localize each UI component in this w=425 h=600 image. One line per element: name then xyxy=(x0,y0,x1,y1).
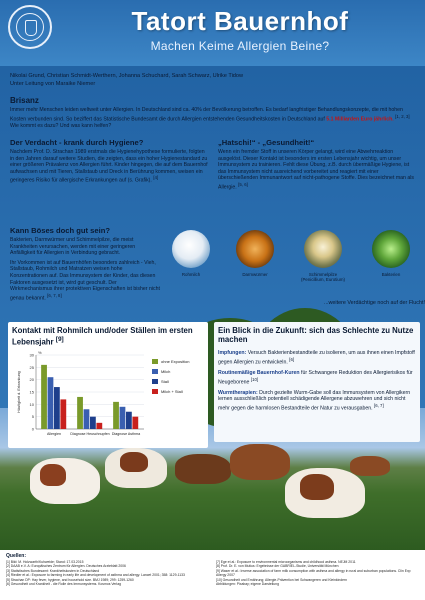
y-tick-label: 5 xyxy=(31,414,34,420)
bar xyxy=(126,412,132,429)
bar xyxy=(84,409,90,429)
bar xyxy=(120,407,126,429)
reference-mark: [10] xyxy=(250,376,259,382)
bar xyxy=(90,417,96,429)
source-entry: [8] Prof. Dr. E. von Mutius: Ergebnisse der GABRIEL-Studie, Universität München xyxy=(216,564,339,569)
section-text xyxy=(10,237,160,302)
bar xyxy=(48,377,54,429)
poster-title: Tatort Bauernhof xyxy=(131,6,349,36)
author-names: Nikolai Grund, Christian Schmidt-Werthern, Johanna Schuchard, Sarah Schwarz, Ulrike Tidow xyxy=(10,73,244,79)
reference-mark: [6] xyxy=(289,356,295,362)
section-title: Brisanz xyxy=(10,96,39,105)
kann-text-b: Ihr Vorkommen ist auf Bauernhöfen besonders zahlreich - Vieh, Stallstaub, Rohmilch und Matratzen weisen hohe Konzentrationen auf. Das Immunsystem der Kinder, das diesen Faktoren ausgesetzt ist, wird gut geschult. Der Wirkmechanismus ihrer protektiven Eigenschaften ist bisher nicht genau bekannt. xyxy=(10,259,160,302)
source-entry: [5] Strachan DP: Hay fever, hygiene, and household size. BMJ 1989; 299: 1259-1260 xyxy=(6,577,134,582)
y-tick-label: 15 xyxy=(29,389,34,395)
chart-panel xyxy=(8,322,208,448)
bar xyxy=(41,365,47,429)
future-title: Ein Blick in die Zukunft: sich das Schlechte zu Nutze machen xyxy=(218,326,414,344)
section-hatschi xyxy=(218,138,416,191)
bar xyxy=(113,402,119,429)
future-item-label: Routinemäßige Bauernhof-Kuren xyxy=(218,369,300,376)
suspect-label: Schimmelpilze (Penicillium, Eurotium) xyxy=(301,272,345,283)
future-item-text: für Schwangere Reduktion des Allergierisikos für Neugeborene xyxy=(218,369,413,386)
bar xyxy=(96,423,102,429)
suspect-label: Rohmilch xyxy=(181,272,201,277)
future-item-text: Versuch Bakterienbestandteile zu isolieren, um aus ihnen einen Impfstoff gegen Allergien zu entwickeln. xyxy=(218,350,415,366)
suspect-item xyxy=(297,228,349,283)
chart-title: Kontakt mit Rohmilch und/oder Ställen im ersten Lebensjahr xyxy=(12,326,193,347)
legend-label: Stall xyxy=(161,379,169,385)
university-seal-icon xyxy=(8,5,52,49)
source-entry: [9] Waser et al.: Inverse association of farm milk consumption with asthma and allergy in rural and suburban populations. Clin Exp Allergy 2007 xyxy=(216,568,411,578)
legend-swatch xyxy=(152,359,158,364)
future-item xyxy=(218,350,416,366)
reference-mark: [6, 7, 8] xyxy=(47,292,62,298)
mold-icon xyxy=(304,230,342,268)
supervision-line: Unter Leitung von Maraike Niemer xyxy=(10,81,96,87)
section-kann xyxy=(10,226,160,302)
sources-footer xyxy=(0,550,425,600)
section-title: Der Verdacht - krank durch Hygiene? xyxy=(10,138,144,147)
hatschi-text: Wenn ein fremder Stoff in unseren Körper gelangt, wird eine Abwehrreaktion ausgelöst. Dieser Kontakt ist besonders im ersten Lebensjahr wichtig, um unser Immunsystem zu trainieren. Fehlt diese Übung, z.B. durch übermäßige Hygiene, ist das Immunsystem nicht ausreichend vorbereitet und reagiert mit einer überschießenden Immunantwort auf nicht-pathogene Stoffe. Dies bezeichnet man als Allergie. xyxy=(218,149,414,191)
legend-label: ohne Exposition xyxy=(161,359,190,365)
sources-left xyxy=(6,560,206,586)
bar xyxy=(77,397,83,429)
suspects-image-strip xyxy=(165,228,425,306)
future-item xyxy=(218,370,416,386)
source-entry: [1] Bild: M. Holzwarth/Kuhweide; Stand: 17.03.2015 xyxy=(6,560,84,564)
sources-right xyxy=(216,560,416,586)
legend-swatch xyxy=(152,389,158,394)
chart-panel-title xyxy=(12,326,202,347)
legend-label: Milch xyxy=(161,369,171,375)
y-unit-label: % xyxy=(38,350,42,355)
section-title: „Hatschi!“ - „Gesundheit!“ xyxy=(218,138,315,147)
poster-header xyxy=(0,0,425,66)
future-item xyxy=(218,390,416,413)
y-tick-label: 0 xyxy=(31,426,34,432)
reference-mark: [9] xyxy=(55,336,64,343)
x-tick-label: Diagnose Heuschnupfen xyxy=(70,432,110,436)
y-tick-label: 25 xyxy=(29,364,34,370)
y-tick-label: 20 xyxy=(29,377,34,383)
sources-title: Quellen: xyxy=(6,553,27,559)
legend-swatch xyxy=(152,369,158,374)
source-entry: [7] Ege et al.: Exposure to environmental microorganisms and childhood asthma. NEJM 2011 xyxy=(216,560,356,564)
legend-label: Milch + Stall xyxy=(161,389,183,395)
reference-mark: [1, 2, 3] xyxy=(395,113,410,119)
source-entry: [2] DAAB e.V. A: Europäisches Zentrum für Allergien. Deutsches Arzteblatt 2006 xyxy=(6,564,126,569)
source-entry: [10] Gesundheit und Ernährung; Allergie-Prävention bei Schwangeren und Kleinkindern xyxy=(216,577,348,582)
future-item-label: Wurmtherapien: xyxy=(218,389,258,396)
milk-icon xyxy=(172,230,210,268)
bar-chart xyxy=(14,347,204,445)
x-tick-label: Diagnose Asthma xyxy=(111,432,141,436)
legend-swatch xyxy=(152,379,158,384)
suspect-label: Darmwürmer xyxy=(242,272,268,277)
bar xyxy=(132,417,138,429)
section-title: Kann Böses doch gut sein? xyxy=(10,226,110,235)
future-list xyxy=(218,350,416,416)
verdacht-text: Nachdem Prof. D. Strachan 1989 erstmals die Hygienehypothese formulierte, folgten in den Jahren darauf weitere Studien, die zeigten, dass ein hoher Hygienestandard zu einer größeren Prävalenz von Allergien führt. Kinder hingegen, die auf dem Bauernhof aufwachsen und mit Tieren, Stallstaub und Dreck in Berührung kommen, weisen ein geringeres Risiko für allergische Erkrankungen auf (s. Grafik). xyxy=(10,149,208,185)
source-entry: [3] Statistisches Bundesamt: Krankheitskosten in Deutschland xyxy=(6,568,100,573)
section-text xyxy=(218,149,416,191)
brisanz-question: Wie kommt es dazu? Und was kann helfen? xyxy=(10,122,112,129)
author-block xyxy=(10,72,420,88)
source-entry: [6] Gesundheit und Krankheit - die Rolle des Immunsystems. Kosmos Verlag xyxy=(6,582,121,587)
bacteria-icon xyxy=(372,230,410,268)
worm-icon xyxy=(236,230,274,268)
suspect-label: Bakterien xyxy=(381,272,401,277)
y-tick-label: 30 xyxy=(29,352,34,358)
kann-text-a: Bakterien, Darmwürmer und Schimmelpilze, die meist Krankheiten verursachen, werden mit einer geringeren Anfälligkeit für Allergien in Verbindung gebracht. xyxy=(10,237,136,257)
suspect-item xyxy=(229,228,281,277)
reference-mark: [6, 7] xyxy=(374,403,384,409)
x-tick-label: Allergien xyxy=(47,432,61,436)
bar xyxy=(60,399,66,429)
source-entry: [4] Riedler et al.: Exposure to farming in early life and development of asthma and allergy. Lancet 2001; 358: 1129-1133 xyxy=(6,573,185,578)
future-panel xyxy=(214,322,420,442)
section-brisanz xyxy=(10,96,420,130)
poster-subtitle: Machen Keime Allergien Beine? xyxy=(150,39,330,53)
section-verdacht xyxy=(10,138,208,185)
section-text xyxy=(10,149,208,185)
brisanz-text: Immer mehr Menschen leiden weltweit unter Allergien. In Deutschland sind ca. 40% der Bevölkerung betroffen. Es bedarf langfristiger Behandlungskonzepte, die mit hohen Kosten verbunden sind. So beziffert das Statistische Bundesamt die durch Allergien entstehenden Gesundheitskosten in Deutschland auf xyxy=(10,107,403,123)
section-text xyxy=(10,107,420,130)
reference-mark: [5, 6] xyxy=(238,181,248,187)
more-suspects-note: ...weitere Verdächtige noch auf der Flucht! xyxy=(324,300,425,306)
suspect-item xyxy=(165,228,217,277)
y-tick-label: 10 xyxy=(29,401,34,407)
reference-mark: [4] xyxy=(153,175,159,181)
suspect-item xyxy=(365,228,417,277)
bar xyxy=(54,387,60,429)
cost-highlight: 5.1 Milliarden Euro jährlich. xyxy=(326,116,394,123)
y-axis-label: Häufigkeit d. Erkrankung xyxy=(17,371,21,413)
future-item-label: Impfungen: xyxy=(218,350,247,356)
source-entry: Abbildungen: Pixabay; eigene Darstellung xyxy=(216,582,279,587)
future-item-text: Durch gezielte Wurm-Gabe soll das Immunsystem von Allergikern lernen ausschließlich potentiell schädigende Allergene abzuwehren und sich nicht mehr gegen die harmlosen Bestandteile der Natur zu verausgaben. xyxy=(218,389,411,412)
